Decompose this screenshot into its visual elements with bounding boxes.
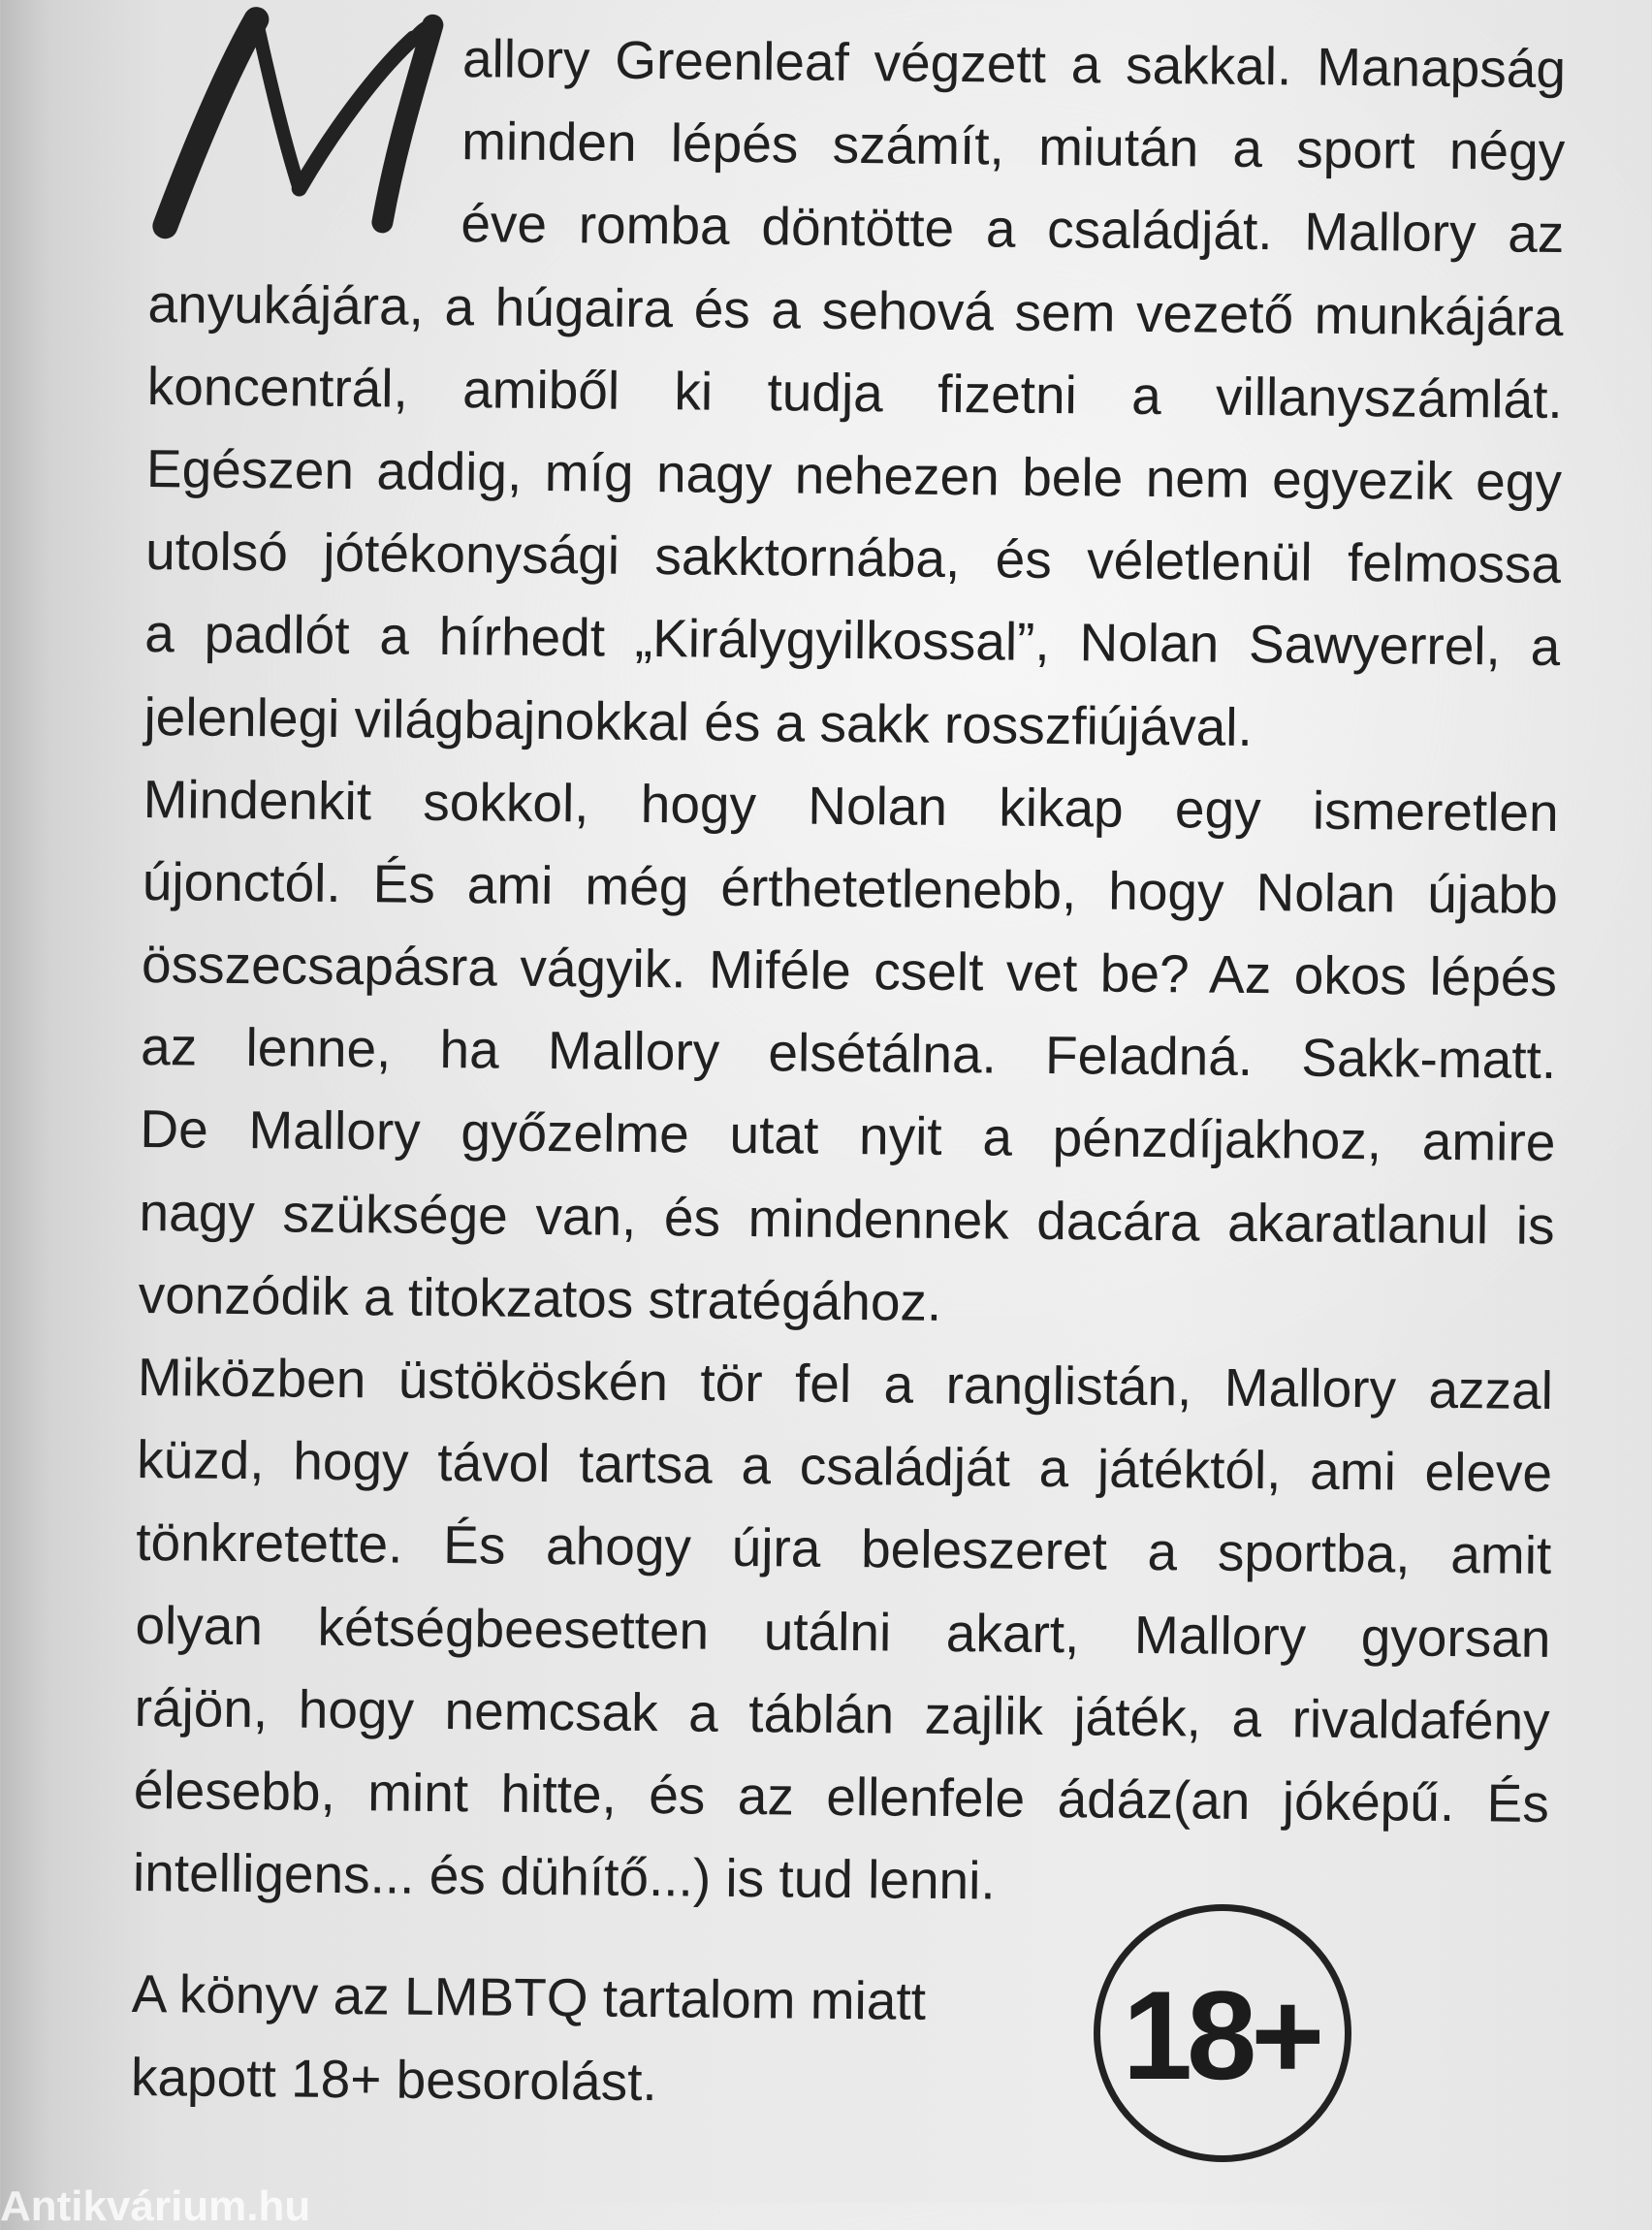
blurb-line: küzd, hogy távol tartsa a családját a játéktól, ami eleve: [136, 1429, 1553, 1504]
age-rating-badge: [1094, 1904, 1351, 2162]
paragraph-2: [138, 758, 1559, 1350]
blurb-line: minden lépés számít, miután a sport négy: [461, 111, 1566, 182]
watermark: [0, 2182, 407, 2230]
blurb-line: a padlót a hírhedt „Királygyilkossal”, Nolan Sawyerrel, a: [144, 603, 1561, 678]
age-rating-label: 18+: [1122, 1964, 1319, 2106]
blurb-line: utolsó jótékonysági sakktornába, és véletlenül felmossa: [144, 521, 1562, 595]
rating-note-line: A könyv az LMBTQ tartalom miatt: [131, 1963, 927, 2032]
blurb-line: Egészen addig, míg nagy nehezen bele nem egyezik egy: [145, 437, 1563, 512]
blurb-line: olyan kétségbeesetten utálni akart, Mallory gyorsan: [135, 1594, 1551, 1669]
blurb-line: összecsapásra vágyik. Miféle cselt vet be? Az okos lépés: [141, 934, 1558, 1008]
drop-cap-m: [153, 5, 446, 240]
blurb-line: De Mallory győzelme utat nyit a pénzdíjakhoz, amire: [140, 1099, 1556, 1173]
blurb-line: tönkretette. És ahogy újra beleszeret a sportba, amit: [136, 1512, 1552, 1586]
rating-note-line: kapott 18+ besorolást.: [130, 2046, 658, 2112]
paragraph-3: [133, 1336, 1554, 1927]
blurb-line: vonzódik a titokzatos stratégához.: [138, 1263, 942, 1332]
blurb-line: anyukájára, a húgaira és a sehová sem vezető munkájára: [147, 272, 1564, 347]
blurb-line: az lenne, ha Mallory elsétálna. Feladná. Sakk-matt.: [140, 1016, 1557, 1091]
blurb-line: rájön, hogy nemcsak a táblán zajlik játék, a rivaldafény: [134, 1676, 1550, 1751]
blurb-line: Mindenkit sokkol, hogy Nolan kikap egy ismeretlen: [143, 768, 1559, 843]
blurb-line: allory Greenleaf végzett a sakkal. Manapság: [461, 28, 1567, 100]
blurb-line: intelligens... és dühítő...) is tud lenni.: [132, 1842, 996, 1911]
blurb-line: újonctól. És ami még érthetetlenebb, hogy Nolan újabb: [142, 850, 1559, 925]
blurb-line: nagy szüksége van, és mindennek dacára akaratlanul is: [139, 1181, 1555, 1256]
blurb-line: élesebb, mint hitte, és az ellenfele ádáz(an jóképű. És: [133, 1759, 1550, 1833]
blurb-line: koncentrál, amiből ki tudja fizetni a villanyszámlát.: [146, 355, 1564, 430]
blurb-line: éve romba döntötte a családját. Mallory az: [461, 193, 1565, 265]
blurb-line: jelenlegi világbajnokkal és a sakk rosszfiújával.: [143, 685, 1254, 757]
blurb-text: [131, 15, 1567, 2132]
watermark-text: Antikvárium.hu: [0, 2182, 311, 2230]
blurb-line: Miközben üstököskén tör fel a ranglistán, Mallory azzal: [137, 1346, 1554, 1420]
